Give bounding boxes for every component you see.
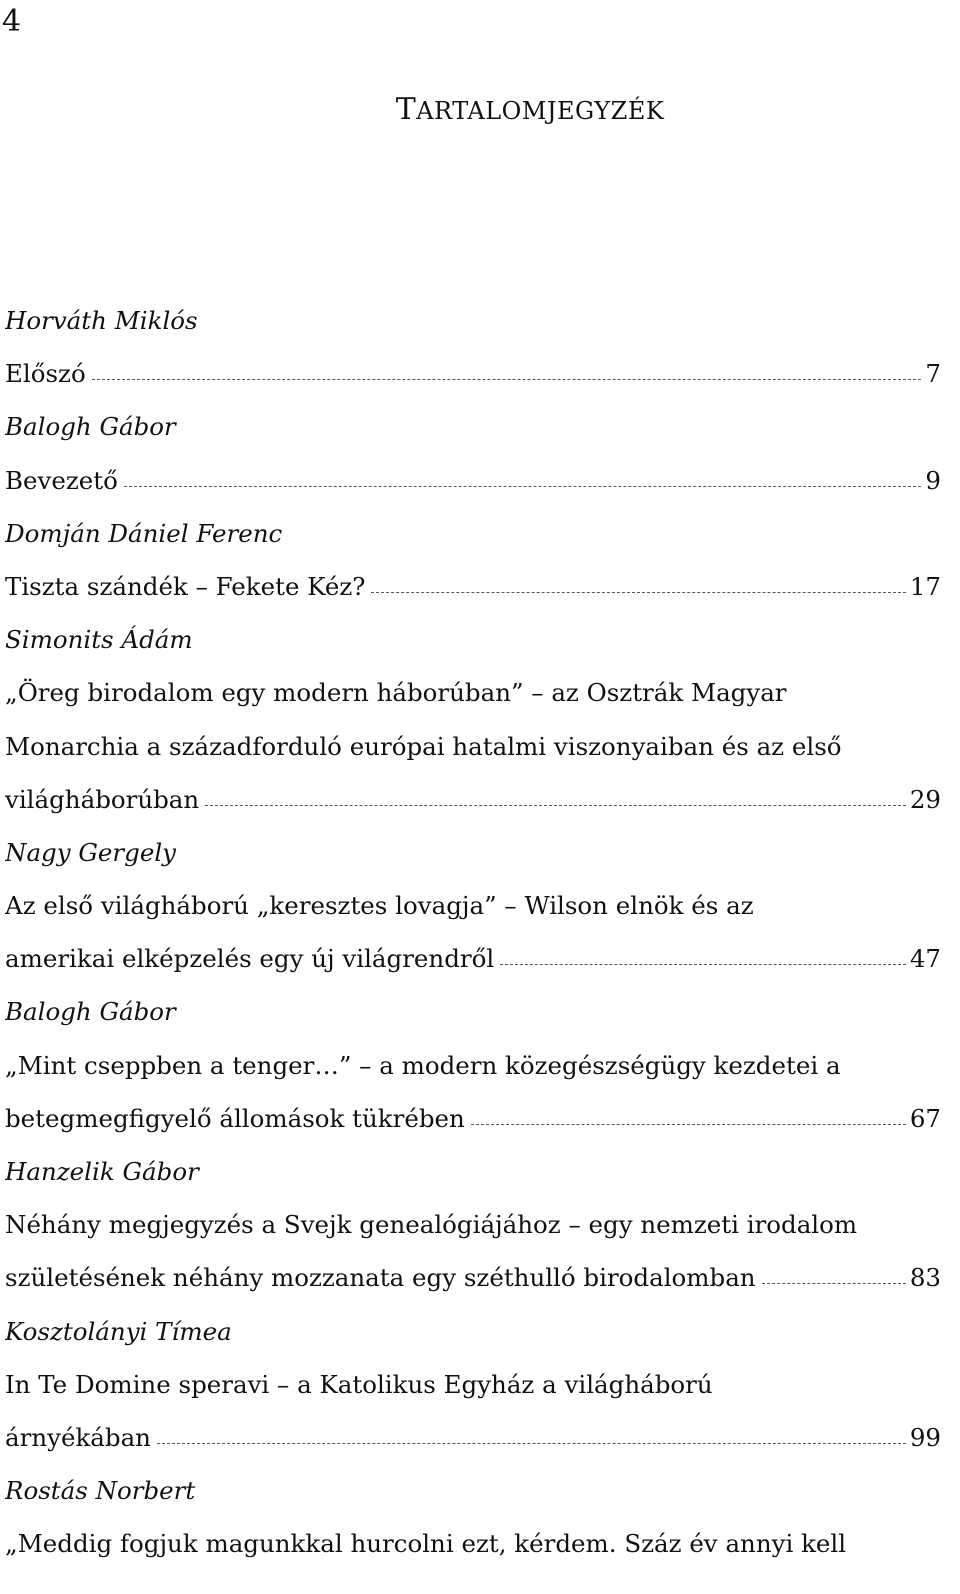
toc-entry[interactable] [5,1092,941,1145]
toc-page-number: 67 [909,1103,941,1133]
toc-page-number: 7 [925,359,941,389]
toc-author: Nagy Gergely [5,837,176,867]
toc-author: Rostás Norbert [5,1476,196,1506]
toc-entry[interactable] [5,773,941,826]
toc-title-line: In Te Domine speravi – a Katolikus Egyház a világháború [5,1369,713,1399]
toc-page-number: 17 [909,571,941,601]
toc-heading-initial: T [395,92,417,127]
toc-page-number: 99 [909,1422,941,1452]
toc-entry-title: világháborúban [5,784,200,814]
toc-title-line: Néhány megjegyzés a Svejk genealógiájához – egy nemzeti irodalom [5,1210,858,1240]
toc-author: Balogh Gábor [5,997,176,1027]
table-of-contents [5,294,941,1571]
dotted-leader [92,379,922,380]
dotted-leader [371,592,905,593]
toc-heading-rest: ARTALOMJEGYZÉK [416,97,665,125]
toc-entry[interactable] [5,347,941,400]
toc-entry-title: betegmegfigyelő állomások tükrében [5,1103,465,1133]
dotted-leader [124,486,922,487]
dotted-leader [157,1443,906,1444]
dotted-leader [762,1283,906,1284]
dotted-leader [500,964,906,965]
toc-page-number: 9 [925,465,941,495]
toc-page-number: 29 [909,784,941,814]
toc-title-line: „Mint cseppben a tenger…” – a modern közegészségügy kezdetei a [5,1050,841,1080]
toc-entry-title: Előszó [5,359,86,389]
toc-entry[interactable] [5,560,941,613]
toc-author: Horváth Miklós [5,306,198,335]
toc-title-line: Az első világháború „keresztes lovagja” – Wilson elnök és az [5,891,754,921]
toc-entry-title: árnyékában [5,1422,151,1452]
toc-title-line: „Meddig fogjuk magunkkal hurcolni ezt, kérdem. Száz év annyi kell [5,1529,847,1559]
toc-author: Kosztolányi Tímea [5,1316,232,1346]
toc-heading [0,88,960,133]
dotted-leader [471,1124,906,1125]
toc-entry-title: Bevezető [5,465,118,495]
toc-author: Simonits Ádám [5,625,193,655]
toc-author: Balogh Gábor [5,412,176,442]
toc-entry[interactable] [5,1251,941,1304]
toc-entry-title: Tiszta szándék – Fekete Kéz? [5,571,366,601]
toc-entry-title: születésének néhány mozzanata egy széthulló birodalomban [5,1263,756,1293]
toc-page-number: 47 [909,944,941,974]
toc-author: Domján Dániel Ferenc [5,518,283,548]
toc-entry[interactable] [5,1411,941,1464]
toc-entry[interactable] [5,454,941,507]
toc-entry[interactable] [5,932,941,985]
toc-page-number: 83 [909,1263,941,1293]
toc-title-line: Monarchia a századforduló európai hatalmi viszonyaiban és az első [5,731,842,761]
toc-entry-title: amerikai elképzelés egy új világrendről [5,944,495,974]
toc-author: Hanzelik Gábor [5,1157,199,1186]
toc-title-line: „Öreg birodalom egy modern háborúban” – az Osztrák Magyar [5,678,787,708]
page-number: 4 [2,4,22,39]
dotted-leader [205,805,906,806]
